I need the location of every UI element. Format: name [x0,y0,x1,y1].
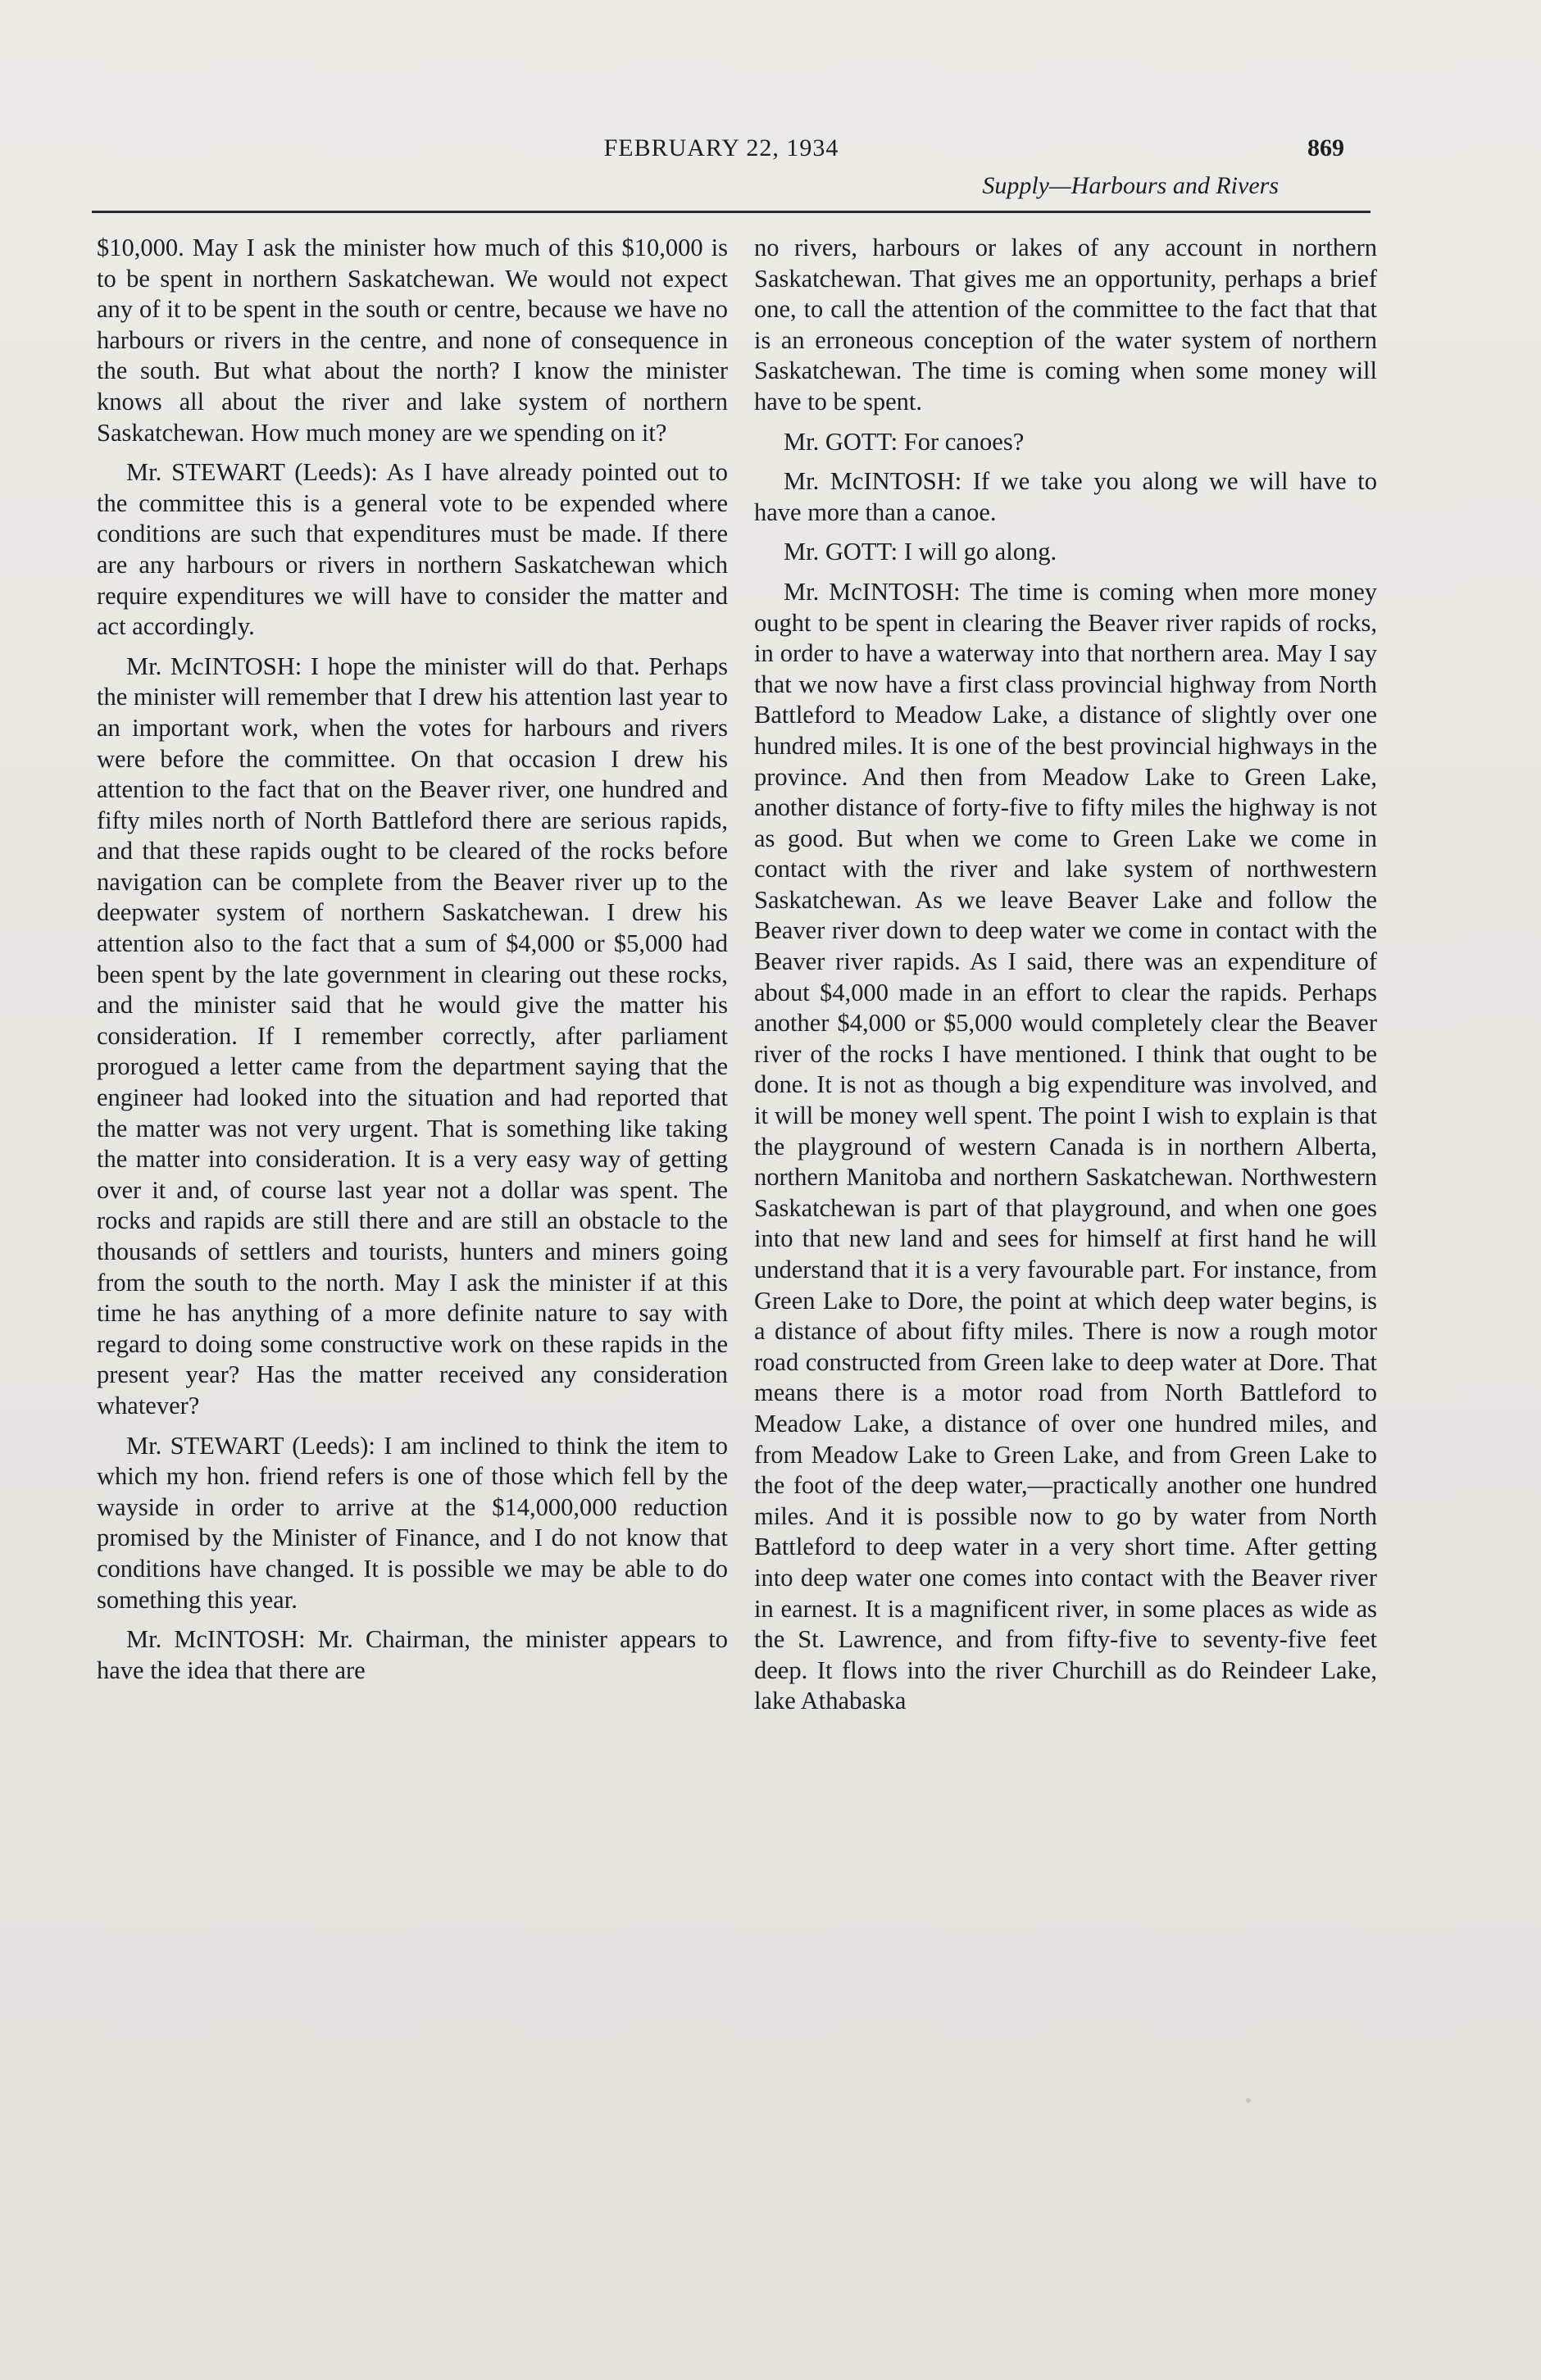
paragraph: Mr. McINTOSH: Mr. Chairman, the minister appears to have the idea that there are [97,1625,728,1684]
paragraph: Mr. STEWART (Leeds): As I have already pointed out to the committee this is a general vote to be expended where conditions are such that expenditures must be made. If there are any harbours or rivers in northern Saskatchewan which require expenditures we will have to consider the matter and act accordingly. [97,458,728,641]
paragraph: Mr. McINTOSH: I hope the minister will do that. Perhaps the minister will remember that I drew his attention last year to an important work, when the votes for harbours and rivers were before the committee. On that occasion I drew his attention to the fact that on the Beaver river, one hundred and fifty miles north of North Battleford there are serious rapids, and that these rapids ought to be cleared of the rocks before navigation can be complete from the Beaver river up to the deepwater system of northern Saskatchewan. I drew his attention also to the fact that a sum of $4,000 or $5,000 had been spent by the late government in clearing out these rocks, and the minister said that he would give the matter his consideration. If I remember correctly, after parliament prorogued a letter came from the department saying that the engineer had looked into the situation and had reported that the matter was not very urgent. That is something like taking the matter into consideration. It is a very easy way of getting over it and, of course last year not a dollar was spent. The rocks and rapids are still there and are still an obstacle to the thousands of settlers and tourists, hunters and miners going from the south to the north. May I ask the minister if at this time he has anything of a more definite nature to say with regard to doing some constructive work on these rapids in the present year? Has the matter received any consideration whatever? [97,652,728,1419]
page-header [90,123,1369,213]
page-subtitle: Supply—Harbours and Rivers [982,172,1279,199]
paragraph: Mr. GOTT: I will go along. [784,538,1057,566]
paragraph: $10,000. May I ask the minister how much of this $10,000 is to be spent in northern Saskatchewan. We would not expect any of it to be spent in the south or centre, because we have no harbours or rivers in the centre, and none of consequence in the south. But what about the north? I know the minister knows all about the river and lake system of northern Saskatchewan. How much money are we spending on it? [97,234,728,447]
right-column [754,233,1377,1726]
paper-speck [1246,2098,1251,2103]
paragraph: no rivers, harbours or lakes of any account in northern Saskatchewan. That gives me an opportunity, perhaps a brief one, to call the attention of the committee to the fact that that is an erroneous conception of the water system of northern Saskatchewan. The time is coming when some money will have to be spent. [754,234,1377,416]
paragraph: Mr. STEWART (Leeds): I am inclined to think the item to which my hon. friend refers is one of those which fell by the wayside in order to arrive at the $14,000,000 reduction promised by the Minister of Finance, and I do not know that conditions have changed. It is possible we may be able to do something this year. [97,1431,728,1614]
paragraph: Mr. McINTOSH: If we take you along we will have to have more than a canoe. [754,467,1377,526]
left-column [97,233,728,1695]
header-rule [92,211,1371,213]
paragraph: Mr. GOTT: For canoes? [784,427,1025,456]
page-number: 869 [1307,134,1344,161]
page-date: FEBRUARY 22, 1934 [603,134,839,161]
paragraph: Mr. McINTOSH: The time is coming when more money ought to be spent in clearing the Beaver river rapids of rocks, in order to have a waterway into that northern area. May I say that we now have a first class provincial highway from North Battleford to Meadow Lake, a distance of slightly over one hundred miles. It is one of the best provincial highways in the province. And then from Meadow Lake to Green Lake, another distance of forty-five to fifty miles the highway is not as good. But when we come to Green Lake we come in contact with the river and lake system of northwestern Saskatchewan. As we leave Beaver Lake and follow the Beaver river down to deep water we come in contact with the Beaver river rapids. As I said, there was an expenditure of about $4,000 made in an effort to clear the rapids. Perhaps another $4,000 or $5,000 would completely clear the Beaver river of the rocks I have mentioned. I think that ought to be done. It is not as though a big expenditure was involved, and it will be money well spent. The point I wish to explain is that the playground of western Canada is in northern Alberta, northern Manitoba and northern Saskatchewan. Northwestern Saskatchewan is part of that playground, and when one goes into that new land and sees for himself at first hand he will understand that it is a very favourable part. For instance, from Green Lake to Dore, the point at which deep water begins, is a distance of about fifty miles. There is now a rough motor road constructed from Green lake to deep water at Dore. That means there is a motor road from North Battleford to Meadow Lake, a distance of over one hundred miles, and from Meadow Lake to Green Lake, and from Green Lake to the foot of the deep water,—practically another one hundred miles. And it is possible now to go by water from North Battleford to deep water in a very short time. After getting into deep water one comes into contact with the Beaver river in earnest. It is a magnificent river, in some places as wide as the St. Lawrence, and from fifty-five to seventy-five feet deep. It flows into the river Churchill as do Reindeer Lake, lake Athabaska [754,577,1377,1715]
